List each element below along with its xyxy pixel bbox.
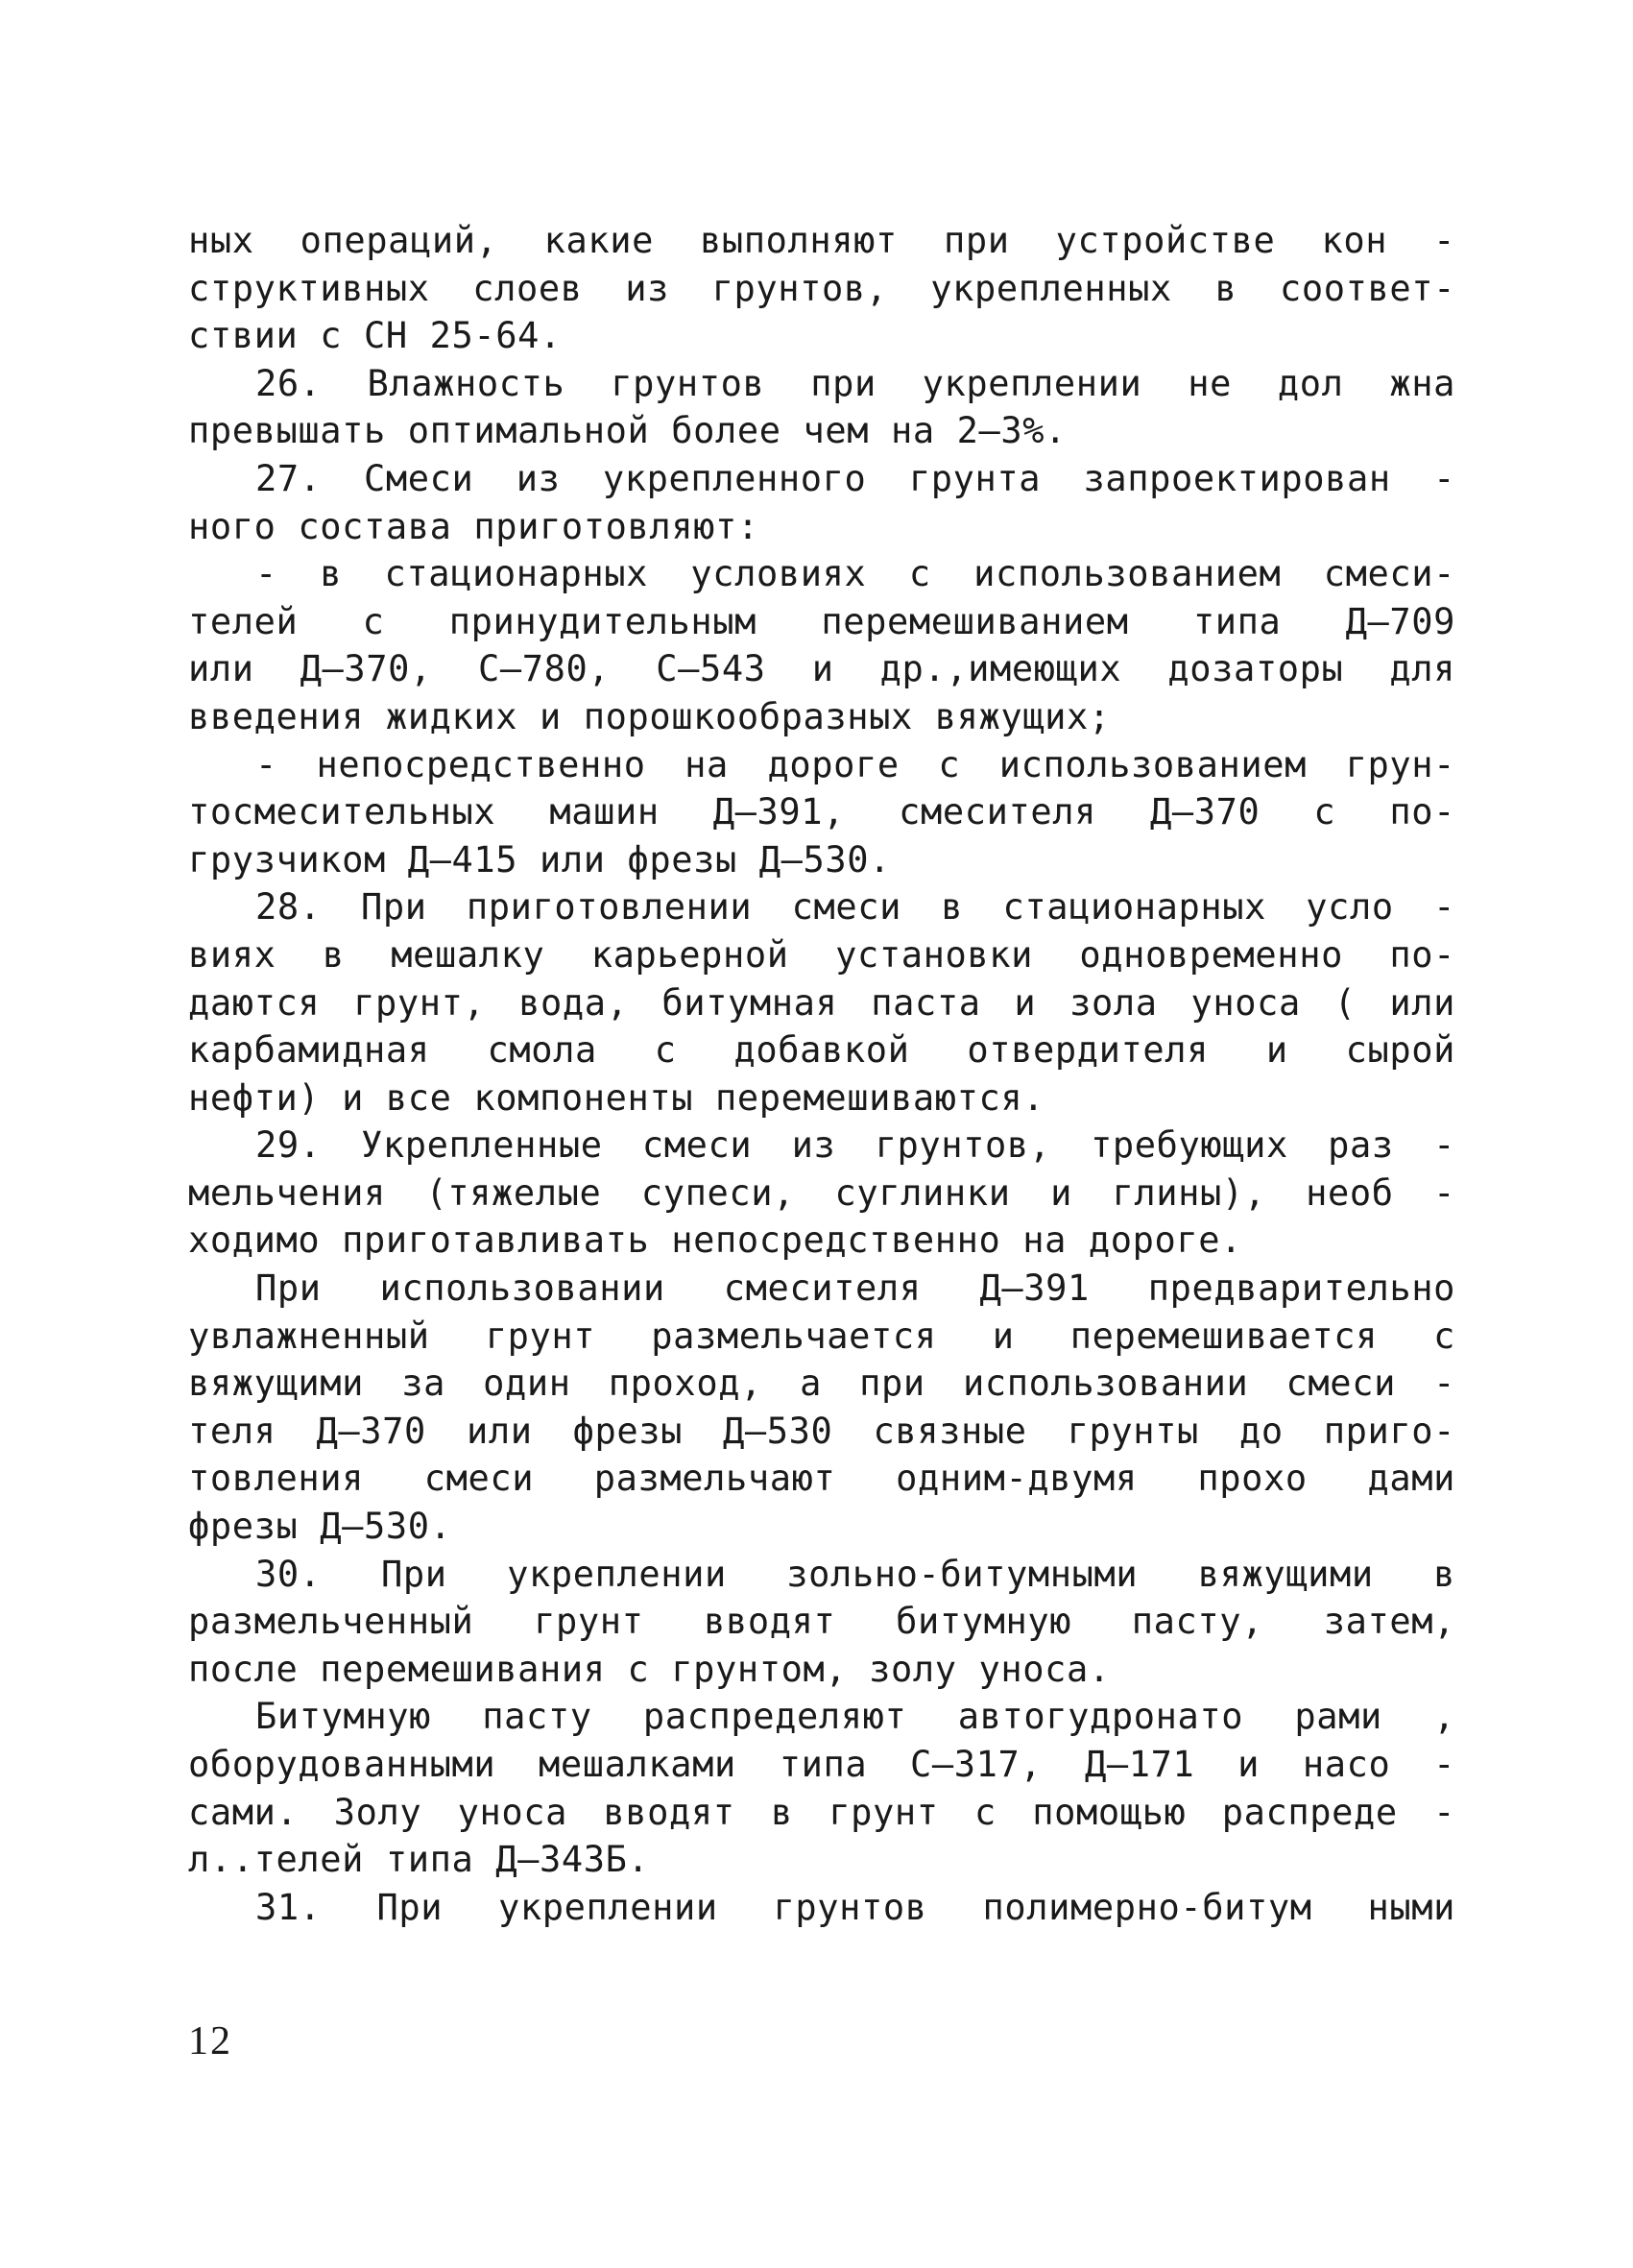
text-line: ного состава приготовляют: [188,505,759,547]
text-line: Битумную пасту распределяют автогудронато рами , [255,1696,1455,1738]
text-line: тосмесительных машин Д–391, смесителя Д–370 с по- [188,791,1455,833]
text-line: увлажненный грунт размельчается и перемешивается с [188,1315,1455,1357]
text-line: 28. При приготовлении смеси в стационарных усло - [255,886,1455,929]
text-line: превышать оптимальной более чем на 2–3%. [188,410,1068,452]
text-line: При использовании смесителя Д–391 предварительно [255,1267,1455,1310]
text-line: теля Д–370 или фрезы Д–530 связные грунты до приго- [188,1410,1455,1452]
text-line: 27. Смеси из укрепленного грунта запроектирован - [255,457,1455,499]
text-line: структивных слоев из грунтов, укрепленных в соответ- [188,267,1455,309]
text-line: ных операций, какие выполняют при устройстве кон - [188,220,1455,261]
text-line: - в стационарных условиях с использованием смеси- [255,553,1455,595]
text-line: карбамидная смола с добавкой отвердителя и сырой [188,1029,1455,1072]
page-body [188,217,1455,1931]
text-line: введения жидких и порошкообразных вяжущих; [188,695,1111,737]
text-line: 26. Влажность грунтов при укреплении не дол жна [255,362,1455,404]
text-line: товления смеси размельчают одним-двумя прохо дами [188,1458,1455,1500]
text-line: виях в мешалку карьерной установки одновременно по- [188,933,1455,976]
text-line: после перемешивания с грунтом, золу уноса. [188,1648,1111,1690]
text-line: или Д–370, С–780, С–543 и др.,имеющих дозаторы для [188,648,1455,690]
text-line: 29. Укрепленные смеси из грунтов, требующих раз - [255,1124,1455,1167]
text-line: ствии с СН 25-64. [188,315,562,357]
text-line: нефти) и все компоненты перемешиваются. [188,1076,1045,1119]
text-line: вяжущими за один проход, а при использовании смеси - [188,1363,1455,1405]
text-line: размельченный грунт вводят битумную пасту, затем, [188,1601,1455,1643]
page-number: 12 [188,2019,232,2063]
text-line: мельчения (тяжелые супеси, суглинки и глины), необ - [188,1171,1455,1214]
text-line: телей с принудительным перемешиванием типа Д–709 [188,600,1455,642]
text-line: сами. Золу уноса вводят в грунт с помощью распреде - [188,1791,1455,1833]
text-line: 31. При укреплении грунтов полимерно-битум ными [255,1886,1455,1928]
text-line: ходимо приготавливать непосредственно на дороге. [188,1219,1243,1262]
text-line: л..телей типа Д–343Б. [188,1839,650,1881]
text-line: фрезы Д–530. [188,1506,452,1548]
text-line: - непосредственно на дороге с использованием грун- [255,743,1455,785]
text-line: 30. При укреплении зольно-битумными вяжущими в [255,1553,1455,1595]
text-line: даются грунт, вода, битумная паста и зола уноса ( или [188,981,1455,1024]
text-line: грузчиком Д–415 или фрезы Д–530. [188,838,892,881]
text-line: оборудованными мешалками типа С–317, Д–171 и насо - [188,1744,1455,1785]
